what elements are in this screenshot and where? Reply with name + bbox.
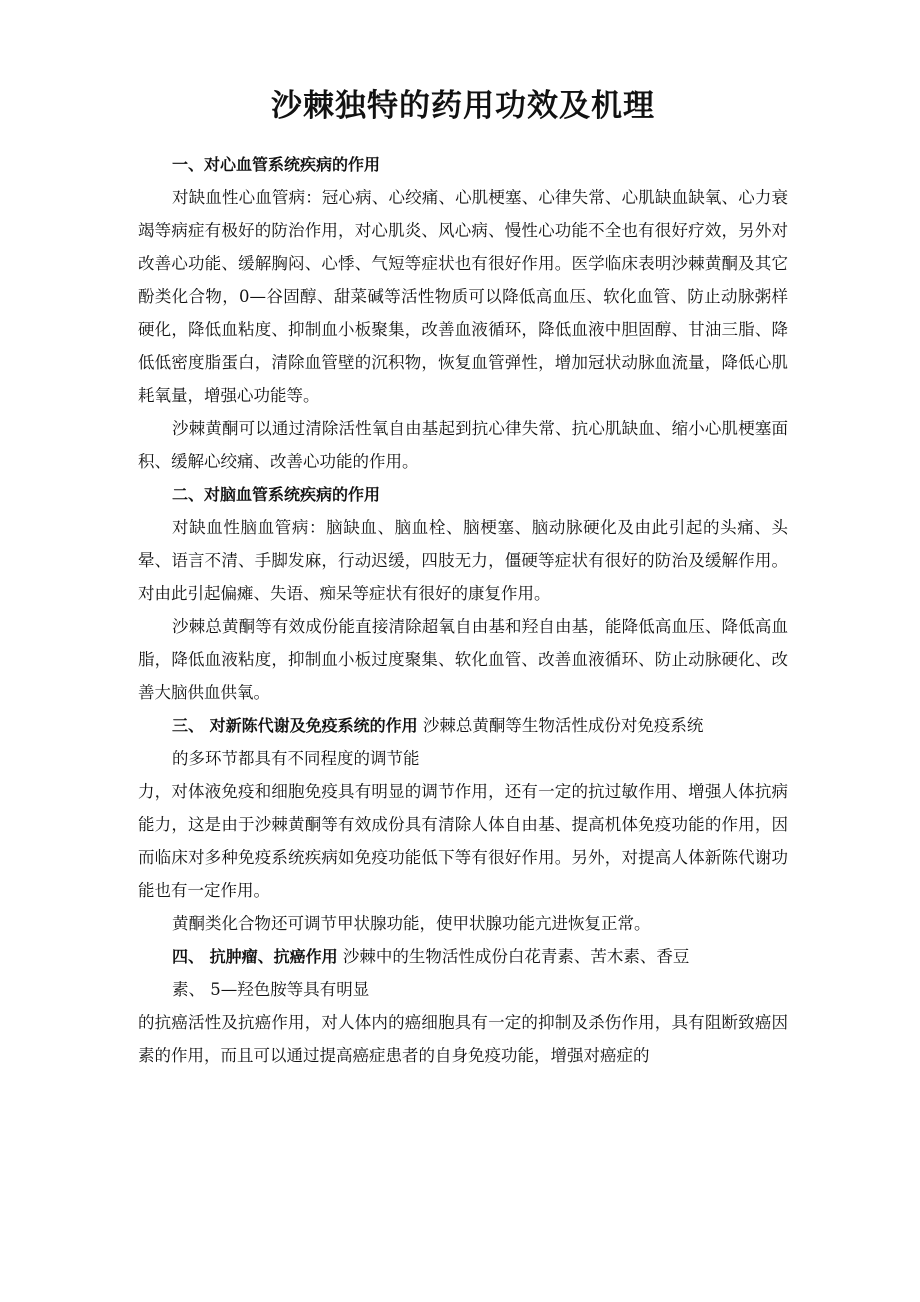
paragraph: 对缺血性脑血管病：脑缺血、脑血栓、脑梗塞、脑动脉硬化及由此引起的头痛、头晕、语言不清、手脚发麻，行动迟缓，四肢无力，僵硬等症状有很好的防治及缓解作用。对由此引起偏瘫、失语、痴呆等症状有很好的康复作用。: [138, 518, 788, 603]
document-page: [138, 84, 788, 1072]
lead-text: 沙棘中的生物活性成份白花青素、苦木素、香豆: [337, 947, 690, 966]
paragraph: 对缺血性心血管病：冠心病、心绞痛、心肌梗塞、心律失常、心肌缺血缺氧、心力衰竭等病症有极好的防治作用，对心肌炎、风心病、慢性心功能不全也有很好疗效，另外对改善心功能、缓解胸闷、心悸、气短等症状也有很好作用。医学临床表明沙棘黄酮及其它酚类化合物，0—谷固醇、甜菜碱等活性物质可以降低高血压、软化血管、防止动脉粥样硬化，降低血粘度、抑制血小板聚集，改善血液循环，降低血液中胆固醇、甘油三脂、降低低密度脂蛋白，清除血管壁的沉积物，恢复血管弹性，增加冠状动脉血流量，降低心肌耗氧量，增强心功能等。: [138, 188, 788, 405]
section-cerebrovascular: [138, 478, 788, 709]
section-heading: 四、 抗肿瘤、抗癌作用: [172, 947, 338, 966]
section-heading: 一、对心血管系统疾病的作用: [172, 155, 381, 174]
lead-text: 沙棘总黄酮等生物活性成份对免疫系统: [417, 716, 704, 735]
document-title: 沙棘独特的药用功效及机理: [271, 88, 655, 124]
section-metabolism-immunity: [138, 709, 788, 940]
lead-continuation: 的多环节都具有不同程度的调节能: [172, 749, 420, 768]
paragraph: 力，对体液免疫和细胞免疫具有明显的调节作用，还有一定的抗过敏作用、增强人体抗病能力，这是由于沙棘黄酮等有效成份具有清除人体自由基、提高机体免疫功能的作用，因而临床对多种免疫系统疾病如免疫功能低下等有很好作用。另外，对提高人体新陈代谢功能也有一定作用。: [138, 782, 788, 900]
section-cardiovascular: [138, 148, 788, 478]
lead-continuation: 素、 5—羟色胺等具有明显: [172, 980, 370, 999]
section-heading: 三、 对新陈代谢及免疫系统的作用: [172, 716, 418, 735]
paragraph: 沙棘黄酮可以通过清除活性氧自由基起到抗心律失常、抗心肌缺血、缩小心肌梗塞面积、缓解心绞痛、改善心功能的作用。: [138, 419, 788, 471]
paragraph: 的抗癌活性及抗癌作用，对人体内的癌细胞具有一定的抑制及杀伤作用，具有阻断致癌因素的作用，而且可以通过提高癌症患者的自身免疫功能，增强对癌症的: [138, 1013, 788, 1065]
paragraph: 沙棘总黄酮等有效成份能直接清除超氧自由基和羟自由基，能降低高血压、降低高血脂，降低血液粘度，抑制血小板过度聚集、软化血管、改善血液循环、防止动脉硬化、改善大脑供血供氧。: [138, 617, 788, 702]
paragraph: 黄酮类化合物还可调节甲状腺功能，使甲状腺功能亢进恢复正常。: [172, 914, 651, 933]
section-heading: 二、对脑血管系统疾病的作用: [172, 485, 381, 504]
section-lead-paragraph: [138, 940, 788, 973]
section-lead-paragraph: [138, 709, 788, 742]
section-antitumor: [138, 940, 788, 1072]
